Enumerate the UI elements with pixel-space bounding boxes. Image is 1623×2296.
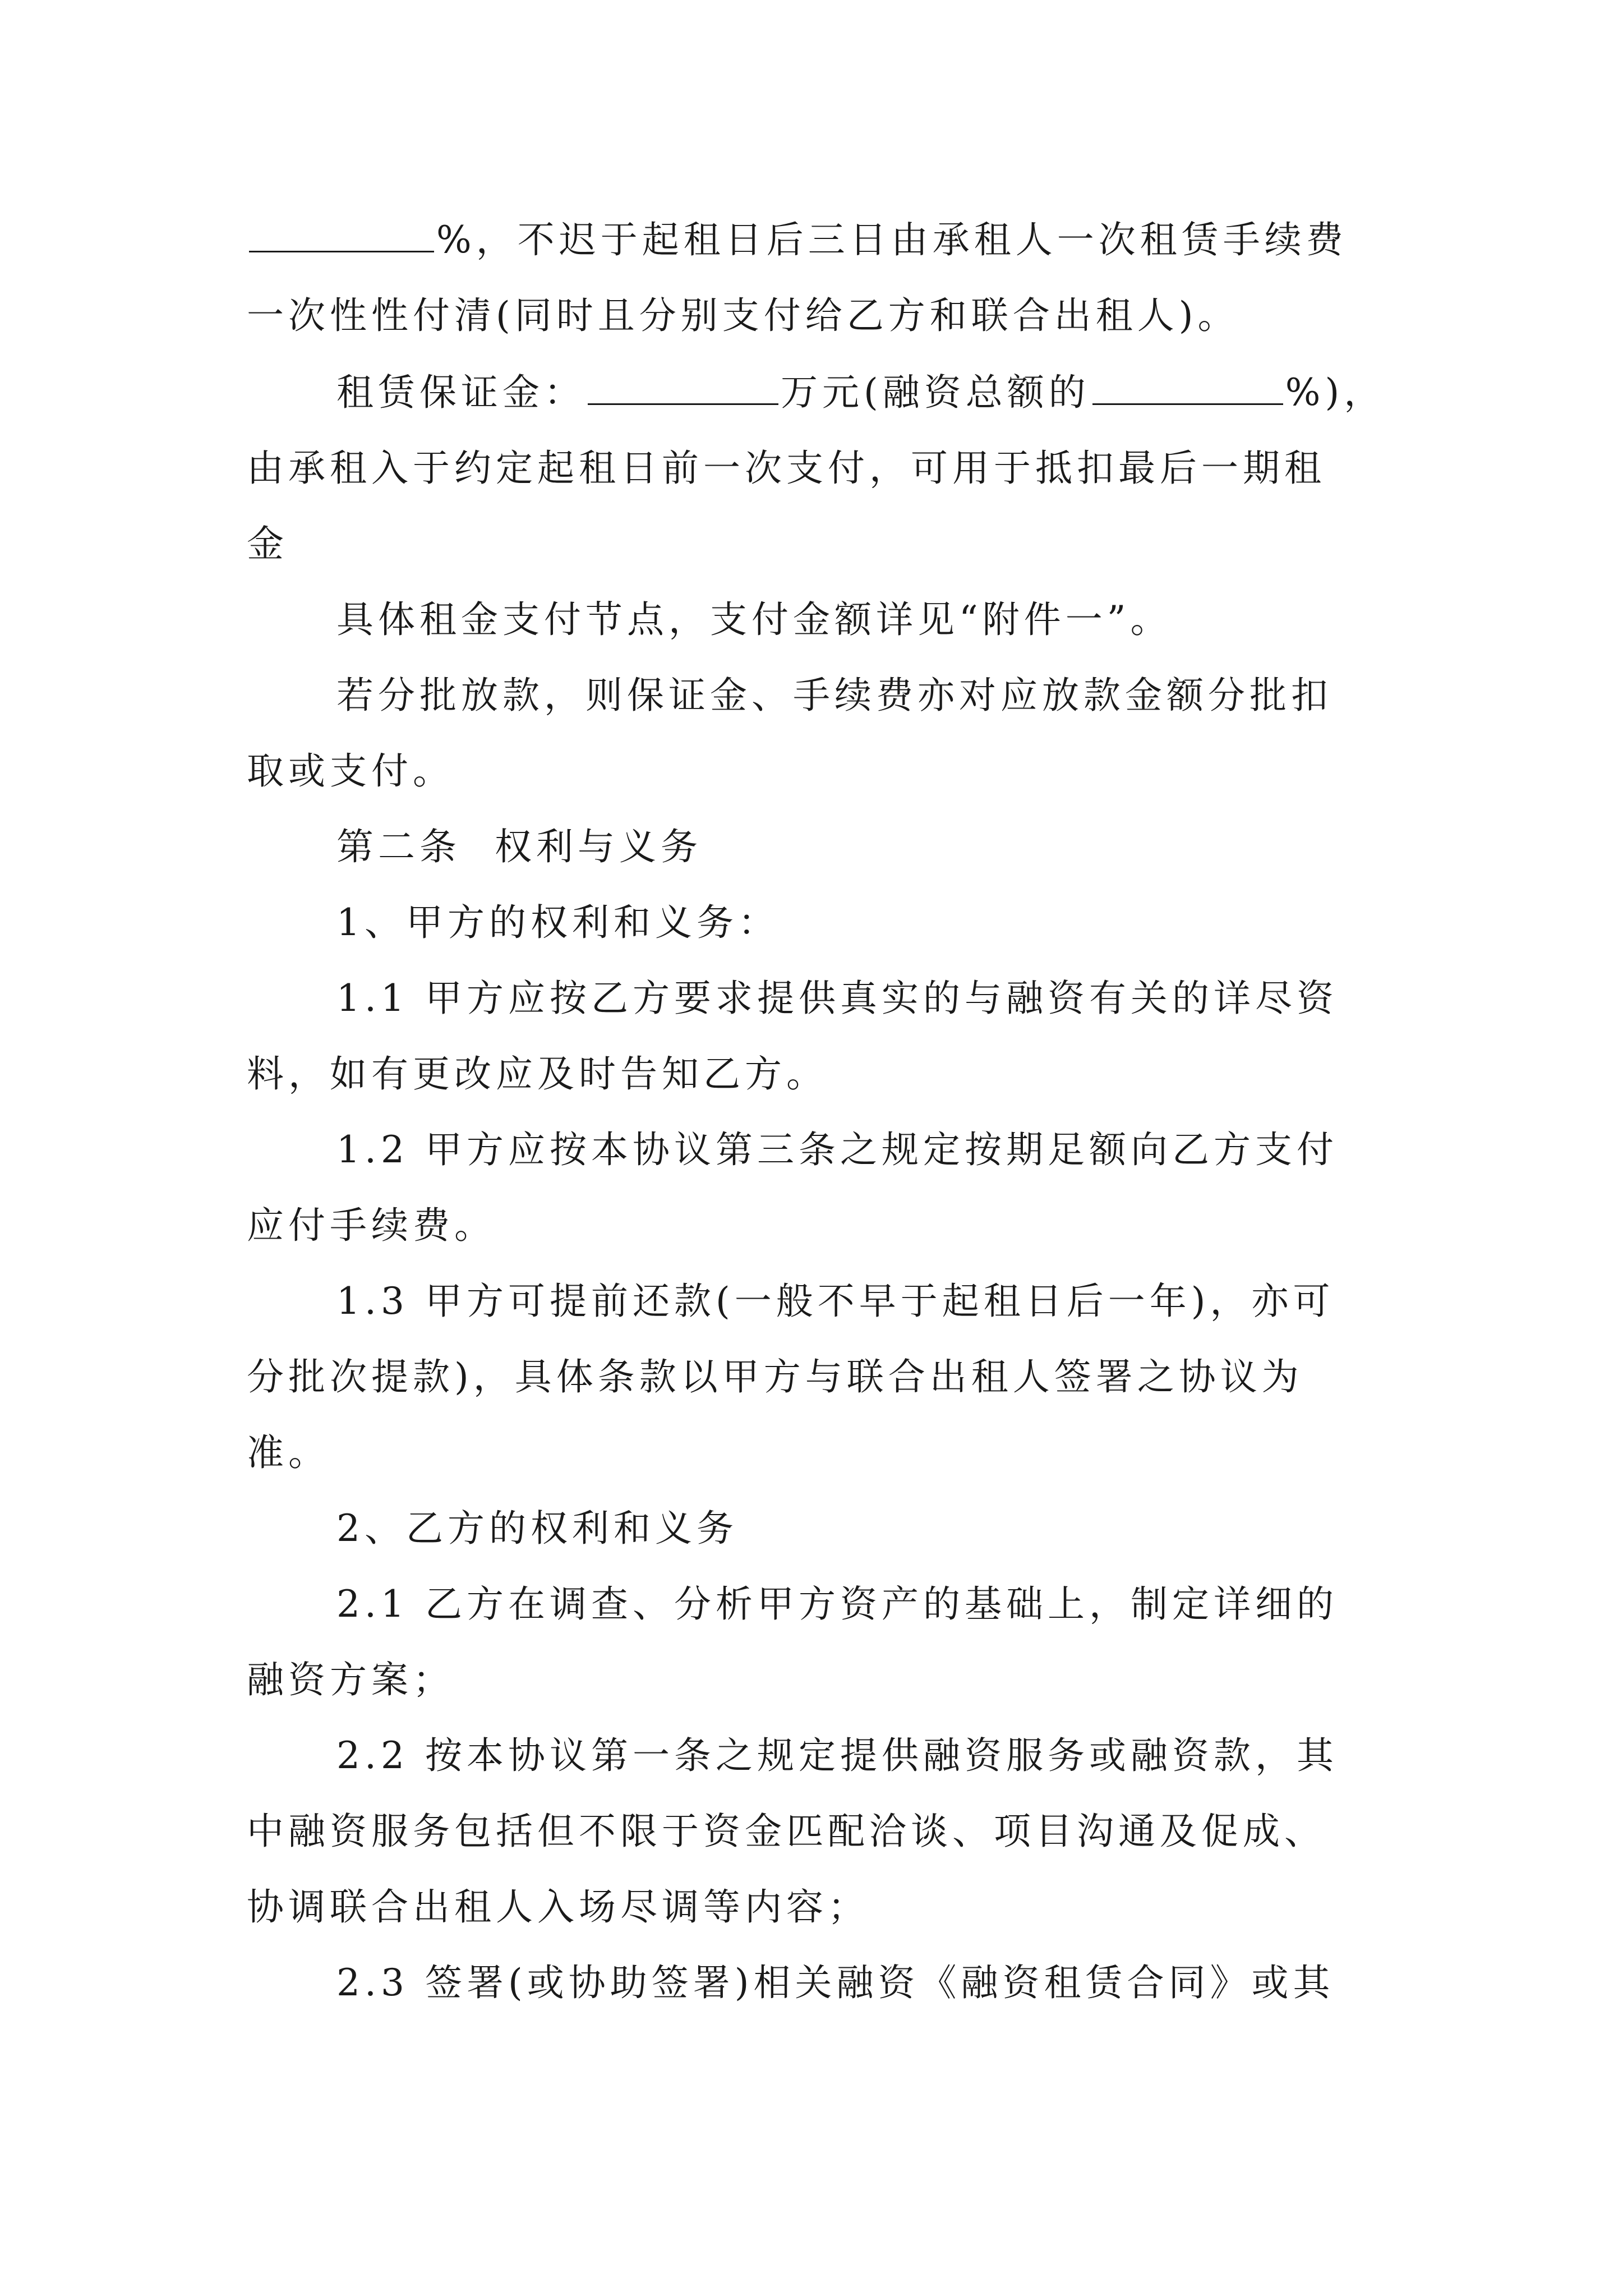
article-number: 第二条 [336, 825, 461, 868]
clause-1-2-line-1: 1.2 甲方应按本协议第三条之规定按期足额向乙方支付 [336, 1128, 1338, 1171]
section-1-heading: 1、甲方的权利和义务： [336, 901, 780, 944]
clause-2-2-line-1: 2.2 按本协议第一条之规定提供融资服务或融资款，其 [336, 1734, 1338, 1777]
clause-2-2-line-2: 中融资服务包括但不限于资金匹配洽谈、项目沟通及促成、 [247, 1810, 1326, 1853]
blank-deposit-rate [1092, 370, 1283, 405]
clause-1-2-line-2: 应付手续费。 [247, 1204, 496, 1247]
para-deposit-line-2: 由承租入于约定起租日前一次支付，可用于抵扣最后一期租 [247, 447, 1326, 490]
para-fee-line-1 [247, 213, 1348, 267]
article-title: 权利与义务 [495, 825, 702, 868]
para-batch-line-1: 若分批放款，则保证金、手续费亦对应放款金额分批扣 [336, 674, 1332, 717]
clause-1-3-line-1: 1.3 甲方可提前还款(一般不早于起租日后一年)，亦可 [336, 1280, 1335, 1323]
clause-2-1-line-1: 2.1 乙方在调查、分析甲方资产的基础上，制定详细的 [336, 1582, 1338, 1626]
article-2-heading [336, 820, 702, 874]
deposit-label: 租赁保证金： [336, 371, 585, 414]
clause-1-3-line-3: 准。 [247, 1431, 330, 1474]
fee-rate-text: %，不迟于起租日后三日由承租人一次租赁手续费 [436, 218, 1348, 261]
para-batch-line-2: 取或支付。 [247, 749, 454, 793]
clause-2-2-line-3: 协调联合出租人入场尽调等内容； [247, 1885, 869, 1929]
clause-2-3-line-1: 2.3 签署(或协助签署)相关融资《融资租赁合同》或其 [336, 1961, 1335, 2004]
clause-1-1-line-2: 料，如有更改应及时告知乙方。 [247, 1052, 828, 1096]
blank-fee-rate [249, 217, 434, 252]
section-2-heading: 2、乙方的权利和义务 [336, 1507, 738, 1550]
clause-1-1-line-1: 1.1 甲方应按乙方要求提供真实的与融资有关的详尽资 [336, 977, 1338, 1020]
para-fee-line-2: 一次性性付清(同时且分别支付给乙方和联合出租人)。 [247, 294, 1239, 337]
clause-1-3-line-2: 分批次提款)，具体条款以甲方与联合出租人签署之协议为 [247, 1355, 1303, 1398]
para-deposit-line-3: 金 [247, 522, 288, 565]
para-rent-schedule: 具体租金支付节点，支付金额详见“附件一”。 [336, 598, 1172, 641]
blank-deposit-amount [588, 370, 778, 405]
clause-2-1-line-2: 融资方案； [247, 1658, 454, 1701]
para-deposit-line-1: 租赁保证金： 万元(融资总额的 %)， [336, 371, 1386, 414]
